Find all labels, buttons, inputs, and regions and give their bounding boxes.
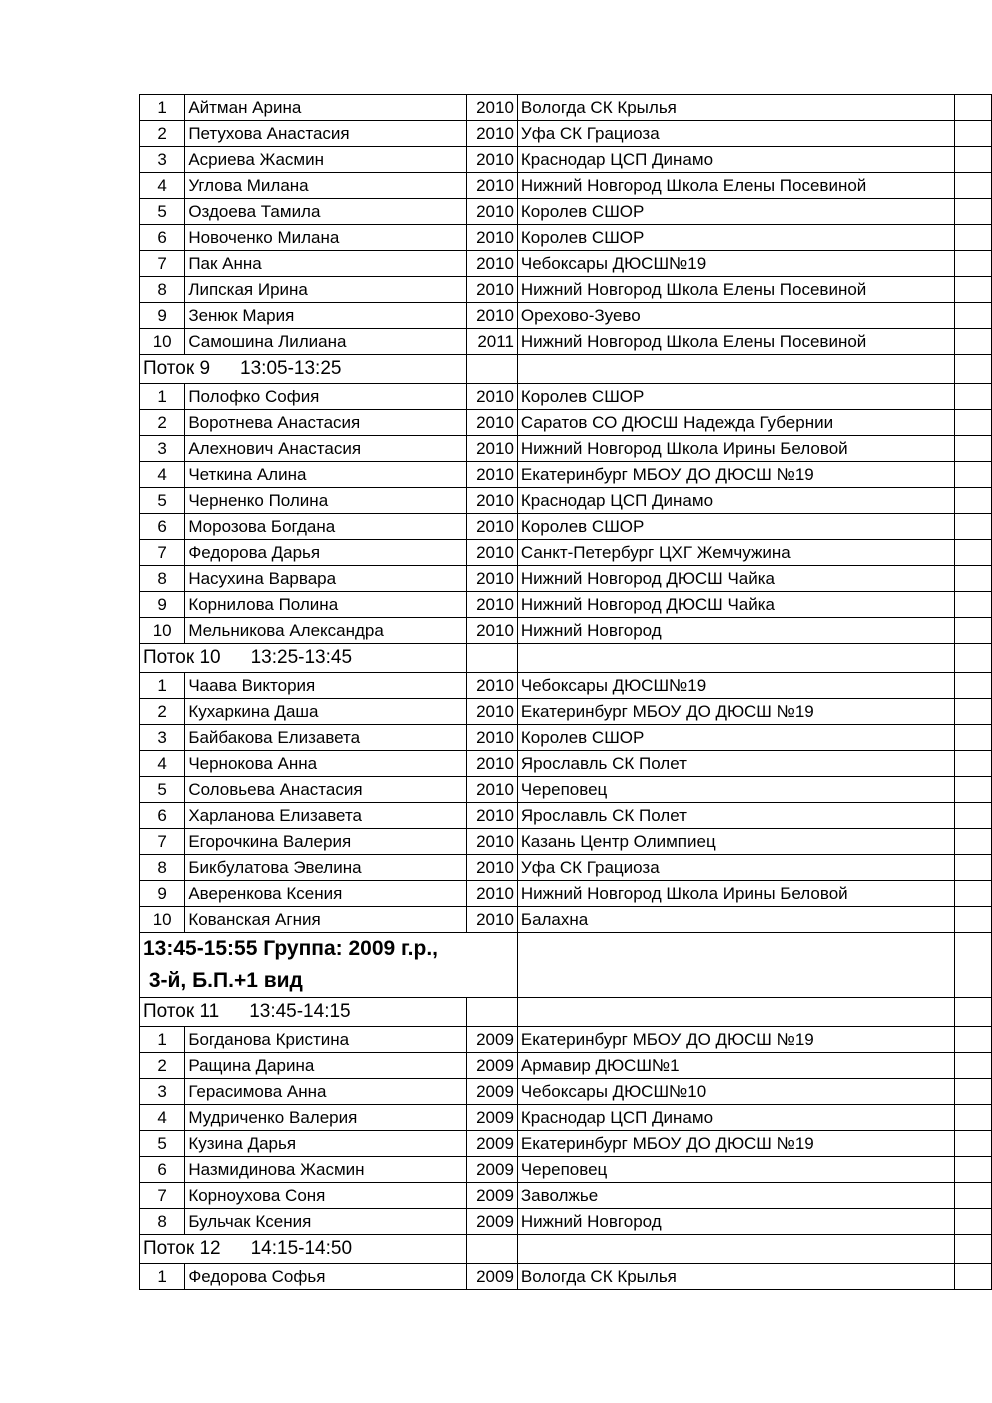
- athlete-name: Корнилова Полина: [185, 592, 467, 618]
- athlete-club: Нижний Новгород: [517, 618, 954, 644]
- athlete-row: [140, 1027, 992, 1053]
- athlete-club: Нижний Новгород: [517, 1209, 954, 1235]
- athlete-row: [140, 699, 992, 725]
- athlete-number: 8: [140, 1209, 185, 1235]
- empty-cell: [517, 355, 954, 384]
- athlete-number: 1: [140, 673, 185, 699]
- athlete-name: Корноухова Соня: [185, 1183, 467, 1209]
- athlete-club: Королев СШОР: [517, 384, 954, 410]
- flow-title: Поток 9: [143, 358, 211, 379]
- athlete-row: [140, 1079, 992, 1105]
- athlete-number: 5: [140, 1131, 185, 1157]
- empty-cell: [954, 1157, 991, 1183]
- empty-cell: [954, 933, 991, 998]
- empty-cell: [954, 1235, 991, 1264]
- athlete-row: [140, 673, 992, 699]
- flow-header: [140, 355, 467, 384]
- athlete-row: [140, 488, 992, 514]
- athlete-club: Чебоксары ДЮСШ№19: [517, 673, 954, 699]
- empty-cell: [954, 1053, 991, 1079]
- athlete-birth-year: 2010: [467, 410, 518, 436]
- empty-cell: [954, 725, 991, 751]
- empty-cell: [954, 277, 991, 303]
- athlete-row: [140, 121, 992, 147]
- athlete-name: Воротнева Анастасия: [185, 410, 467, 436]
- athlete-row: [140, 147, 992, 173]
- athlete-name: Липская Ирина: [185, 277, 467, 303]
- athlete-birth-year: 2010: [467, 618, 518, 644]
- athlete-number: 6: [140, 514, 185, 540]
- flow-header-row: [140, 998, 992, 1027]
- athlete-birth-year: 2009: [467, 1053, 518, 1079]
- athlete-birth-year: 2011: [467, 329, 518, 355]
- flow-header-row: [140, 1235, 992, 1264]
- athlete-name: Аверенкова Ксения: [185, 881, 467, 907]
- athlete-club: Екатеринбург МБОУ ДО ДЮСШ №19: [517, 462, 954, 488]
- athlete-birth-year: 2009: [467, 1079, 518, 1105]
- athlete-club: Екатеринбург МБОУ ДО ДЮСШ №19: [517, 1027, 954, 1053]
- athlete-birth-year: 2010: [467, 592, 518, 618]
- athlete-name: Новоченко Милана: [185, 225, 467, 251]
- empty-cell: [954, 673, 991, 699]
- athlete-club: Уфа СК Грациоза: [517, 121, 954, 147]
- athlete-row: [140, 907, 992, 933]
- flow-time: 13:25-13:45: [250, 647, 353, 668]
- schedule-table-body: [140, 95, 992, 1290]
- empty-cell: [517, 933, 954, 998]
- athlete-birth-year: 2010: [467, 829, 518, 855]
- athlete-club: Краснодар ЦСП Динамо: [517, 1105, 954, 1131]
- athlete-name: Петухова Анастасия: [185, 121, 467, 147]
- athlete-club: Казань Центр Олимпиец: [517, 829, 954, 855]
- athlete-name: Чаава Виктория: [185, 673, 467, 699]
- athlete-club: Уфа СК Грациоза: [517, 855, 954, 881]
- athlete-number: 9: [140, 881, 185, 907]
- empty-cell: [954, 1183, 991, 1209]
- athlete-name: Бикбулатова Эвелина: [185, 855, 467, 881]
- flow-time: 13:45-14:15: [249, 1001, 351, 1022]
- empty-cell: [954, 251, 991, 277]
- athlete-number: 10: [140, 329, 185, 355]
- athlete-number: 7: [140, 1183, 185, 1209]
- empty-cell: [954, 121, 991, 147]
- athlete-birth-year: 2010: [467, 514, 518, 540]
- athlete-birth-year: 2010: [467, 881, 518, 907]
- athlete-birth-year: 2010: [467, 251, 518, 277]
- flow-time: 13:05-13:25: [240, 358, 342, 379]
- athlete-birth-year: 2010: [467, 277, 518, 303]
- athlete-birth-year: 2010: [467, 751, 518, 777]
- athlete-row: [140, 303, 992, 329]
- athlete-number: 7: [140, 540, 185, 566]
- athlete-name: Соловьева Анастасия: [185, 777, 467, 803]
- athlete-number: 4: [140, 1105, 185, 1131]
- athlete-club: Краснодар ЦСП Динамо: [517, 147, 954, 173]
- athlete-name: Кухаркина Даша: [185, 699, 467, 725]
- athlete-row: [140, 855, 992, 881]
- athlete-number: 3: [140, 725, 185, 751]
- athlete-birth-year: 2010: [467, 121, 518, 147]
- athlete-row: [140, 725, 992, 751]
- athlete-row: [140, 410, 992, 436]
- athlete-number: 7: [140, 829, 185, 855]
- athlete-row: [140, 1131, 992, 1157]
- athlete-number: 4: [140, 462, 185, 488]
- athlete-row: [140, 566, 992, 592]
- athlete-row: [140, 1053, 992, 1079]
- athlete-name: Назмидинова Жасмин: [185, 1157, 467, 1183]
- athlete-birth-year: 2009: [467, 1027, 518, 1053]
- flow-header-row: [140, 355, 992, 384]
- athlete-club: Нижний Новгород Школа Ирины Беловой: [517, 881, 954, 907]
- group-title-line-1: 13:45-15:55 Группа: 2009 г.р.,: [143, 937, 438, 960]
- athlete-row: [140, 95, 992, 121]
- athlete-name: Федорова Софья: [185, 1264, 467, 1290]
- athlete-row: [140, 803, 992, 829]
- athlete-club: Чебоксары ДЮСШ№10: [517, 1079, 954, 1105]
- athlete-number: 9: [140, 303, 185, 329]
- athlete-name: Герасимова Анна: [185, 1079, 467, 1105]
- athlete-birth-year: 2010: [467, 462, 518, 488]
- athlete-name: Полофко София: [185, 384, 467, 410]
- empty-cell: [954, 173, 991, 199]
- athlete-birth-year: 2010: [467, 855, 518, 881]
- athlete-club: Череповец: [517, 1157, 954, 1183]
- athlete-name: Алехнович Анастасия: [185, 436, 467, 462]
- athlete-club: Ярославль СК Полет: [517, 751, 954, 777]
- athlete-birth-year: 2010: [467, 725, 518, 751]
- athlete-row: [140, 329, 992, 355]
- flow-header: [140, 1235, 467, 1264]
- athlete-club: Вологда СК Крылья: [517, 1264, 954, 1290]
- athlete-number: 2: [140, 121, 185, 147]
- empty-cell: [954, 329, 991, 355]
- empty-cell: [954, 303, 991, 329]
- empty-cell: [467, 355, 518, 384]
- athlete-club: Екатеринбург МБОУ ДО ДЮСШ №19: [517, 699, 954, 725]
- athlete-birth-year: 2009: [467, 1183, 518, 1209]
- empty-cell: [954, 1027, 991, 1053]
- athlete-number: 8: [140, 566, 185, 592]
- athlete-birth-year: 2010: [467, 907, 518, 933]
- athlete-row: [140, 225, 992, 251]
- athlete-row: [140, 1105, 992, 1131]
- athlete-birth-year: 2010: [467, 199, 518, 225]
- athlete-number: 5: [140, 488, 185, 514]
- athlete-birth-year: 2010: [467, 566, 518, 592]
- athlete-number: 3: [140, 436, 185, 462]
- empty-cell: [954, 618, 991, 644]
- empty-cell: [954, 199, 991, 225]
- athlete-number: 6: [140, 1157, 185, 1183]
- athlete-row: [140, 751, 992, 777]
- athlete-row: [140, 173, 992, 199]
- athlete-club: Череповец: [517, 777, 954, 803]
- athlete-birth-year: 2010: [467, 699, 518, 725]
- athlete-club: Королев СШОР: [517, 514, 954, 540]
- empty-cell: [467, 998, 518, 1027]
- athlete-number: 10: [140, 907, 185, 933]
- athlete-number: 5: [140, 777, 185, 803]
- athlete-number: 9: [140, 592, 185, 618]
- athlete-row: [140, 777, 992, 803]
- athlete-birth-year: 2010: [467, 95, 518, 121]
- flow-title: Поток 10: [143, 647, 221, 668]
- athlete-birth-year: 2009: [467, 1105, 518, 1131]
- athlete-club: Санкт-Петербург ЦХГ Жемчужина: [517, 540, 954, 566]
- flow-title: Поток 12: [143, 1238, 221, 1259]
- athlete-row: [140, 881, 992, 907]
- athlete-club: Саратов СО ДЮСШ Надежда Губернии: [517, 410, 954, 436]
- empty-cell: [954, 488, 991, 514]
- athlete-name: Оздоева Тамила: [185, 199, 467, 225]
- empty-cell: [954, 1079, 991, 1105]
- empty-cell: [954, 462, 991, 488]
- athlete-club: Чебоксары ДЮСШ№19: [517, 251, 954, 277]
- empty-cell: [954, 1209, 991, 1235]
- flow-title: Поток 11: [143, 1001, 220, 1022]
- athlete-club: Краснодар ЦСП Динамо: [517, 488, 954, 514]
- athlete-birth-year: 2010: [467, 384, 518, 410]
- empty-cell: [517, 1235, 954, 1264]
- athlete-birth-year: 2010: [467, 225, 518, 251]
- empty-cell: [954, 147, 991, 173]
- flow-header: [140, 644, 467, 673]
- athlete-row: [140, 277, 992, 303]
- athlete-birth-year: 2010: [467, 147, 518, 173]
- athlete-row: [140, 1209, 992, 1235]
- empty-cell: [954, 907, 991, 933]
- flow-header: [140, 998, 467, 1027]
- empty-cell: [954, 998, 991, 1027]
- athlete-name: Пак Анна: [185, 251, 467, 277]
- empty-cell: [517, 644, 954, 673]
- empty-cell: [954, 855, 991, 881]
- athlete-club: Нижний Новгород Школа Елены Посевиной: [517, 329, 954, 355]
- athlete-birth-year: 2009: [467, 1131, 518, 1157]
- athlete-row: [140, 592, 992, 618]
- athlete-number: 6: [140, 225, 185, 251]
- athlete-number: 5: [140, 199, 185, 225]
- empty-cell: [517, 998, 954, 1027]
- athlete-club: Нижний Новгород ДЮСШ Чайка: [517, 592, 954, 618]
- athlete-club: Армавир ДЮСШ№1: [517, 1053, 954, 1079]
- athlete-number: 7: [140, 251, 185, 277]
- athlete-name: Бульчак Ксения: [185, 1209, 467, 1235]
- empty-cell: [954, 829, 991, 855]
- empty-cell: [954, 644, 991, 673]
- athlete-birth-year: 2009: [467, 1157, 518, 1183]
- athlete-name: Кованская Агния: [185, 907, 467, 933]
- athlete-number: 1: [140, 384, 185, 410]
- empty-cell: [954, 777, 991, 803]
- athlete-name: Насухина Варвара: [185, 566, 467, 592]
- athlete-club: Орехово-Зуево: [517, 303, 954, 329]
- empty-cell: [954, 1131, 991, 1157]
- athlete-number: 1: [140, 1027, 185, 1053]
- empty-cell: [954, 1264, 991, 1290]
- athlete-name: Ращина Дарина: [185, 1053, 467, 1079]
- athlete-row: [140, 540, 992, 566]
- athlete-name: Самошина Лилиана: [185, 329, 467, 355]
- athlete-name: Асриева Жасмин: [185, 147, 467, 173]
- empty-cell: [954, 225, 991, 251]
- empty-cell: [954, 514, 991, 540]
- athlete-number: 2: [140, 699, 185, 725]
- empty-cell: [954, 540, 991, 566]
- athlete-club: Королев СШОР: [517, 225, 954, 251]
- athlete-name: Зенюк Мария: [185, 303, 467, 329]
- empty-cell: [954, 592, 991, 618]
- athlete-club: Нижний Новгород ДЮСШ Чайка: [517, 566, 954, 592]
- athlete-birth-year: 2010: [467, 436, 518, 462]
- empty-cell: [954, 355, 991, 384]
- athlete-number: 8: [140, 855, 185, 881]
- athlete-row: [140, 829, 992, 855]
- athlete-number: 2: [140, 1053, 185, 1079]
- athlete-birth-year: 2009: [467, 1209, 518, 1235]
- empty-cell: [467, 1235, 518, 1264]
- empty-cell: [954, 751, 991, 777]
- empty-cell: [954, 436, 991, 462]
- athlete-number: 4: [140, 173, 185, 199]
- athlete-row: [140, 436, 992, 462]
- athlete-birth-year: 2009: [467, 1264, 518, 1290]
- athlete-club: Нижний Новгород Школа Ирины Беловой: [517, 436, 954, 462]
- flow-header-row: [140, 644, 992, 673]
- athlete-name: Мудриченко Валерия: [185, 1105, 467, 1131]
- athlete-name: Углова Милана: [185, 173, 467, 199]
- athlete-name: Богданова Кристина: [185, 1027, 467, 1053]
- athlete-birth-year: 2010: [467, 303, 518, 329]
- athlete-number: 3: [140, 1079, 185, 1105]
- athlete-number: 3: [140, 147, 185, 173]
- athlete-number: 1: [140, 1264, 185, 1290]
- athlete-number: 4: [140, 751, 185, 777]
- empty-cell: [467, 644, 518, 673]
- athlete-birth-year: 2010: [467, 540, 518, 566]
- athlete-birth-year: 2010: [467, 777, 518, 803]
- empty-cell: [954, 566, 991, 592]
- athlete-row: [140, 251, 992, 277]
- athlete-row: [140, 618, 992, 644]
- athlete-club: Нижний Новгород Школа Елены Посевиной: [517, 173, 954, 199]
- athlete-club: Вологда СК Крылья: [517, 95, 954, 121]
- athlete-name: Чернокова Анна: [185, 751, 467, 777]
- athlete-birth-year: 2010: [467, 673, 518, 699]
- athlete-name: Федорова Дарья: [185, 540, 467, 566]
- athlete-club: Королев СШОР: [517, 725, 954, 751]
- athlete-club: Королев СШОР: [517, 199, 954, 225]
- empty-cell: [954, 881, 991, 907]
- athlete-name: Егорочкина Валерия: [185, 829, 467, 855]
- athlete-row: [140, 1264, 992, 1290]
- athlete-row: [140, 514, 992, 540]
- athlete-name: Морозова Богдана: [185, 514, 467, 540]
- athlete-number: 2: [140, 410, 185, 436]
- empty-cell: [954, 95, 991, 121]
- athlete-row: [140, 199, 992, 225]
- athlete-club: Ярославль СК Полет: [517, 803, 954, 829]
- athlete-row: [140, 384, 992, 410]
- empty-cell: [954, 1105, 991, 1131]
- athlete-number: 10: [140, 618, 185, 644]
- athlete-name: Айтман Арина: [185, 95, 467, 121]
- empty-cell: [954, 384, 991, 410]
- athlete-club: Балахна: [517, 907, 954, 933]
- athlete-row: [140, 462, 992, 488]
- athlete-name: Харланова Елизавета: [185, 803, 467, 829]
- athlete-number: 6: [140, 803, 185, 829]
- athlete-number: 1: [140, 95, 185, 121]
- athlete-name: Байбакова Елизавета: [185, 725, 467, 751]
- group-header-row: [140, 933, 992, 998]
- empty-cell: [954, 410, 991, 436]
- schedule-table: [139, 94, 992, 1290]
- athlete-club: Екатеринбург МБОУ ДО ДЮСШ №19: [517, 1131, 954, 1157]
- athlete-birth-year: 2010: [467, 173, 518, 199]
- athlete-name: Кузина Дарья: [185, 1131, 467, 1157]
- group-title-line-2: 3-й, Б.П.+1 вид: [143, 969, 303, 992]
- athlete-birth-year: 2010: [467, 488, 518, 514]
- athlete-name: Мельникова Александра: [185, 618, 467, 644]
- athlete-name: Черненко Полина: [185, 488, 467, 514]
- empty-cell: [954, 803, 991, 829]
- athlete-number: 8: [140, 277, 185, 303]
- group-header: [140, 933, 518, 998]
- athlete-club: Нижний Новгород Школа Елены Посевиной: [517, 277, 954, 303]
- athlete-club: Заволжье: [517, 1183, 954, 1209]
- athlete-name: Четкина Алина: [185, 462, 467, 488]
- athlete-row: [140, 1183, 992, 1209]
- flow-time: 14:15-14:50: [250, 1238, 353, 1259]
- empty-cell: [954, 699, 991, 725]
- athlete-birth-year: 2010: [467, 803, 518, 829]
- athlete-row: [140, 1157, 992, 1183]
